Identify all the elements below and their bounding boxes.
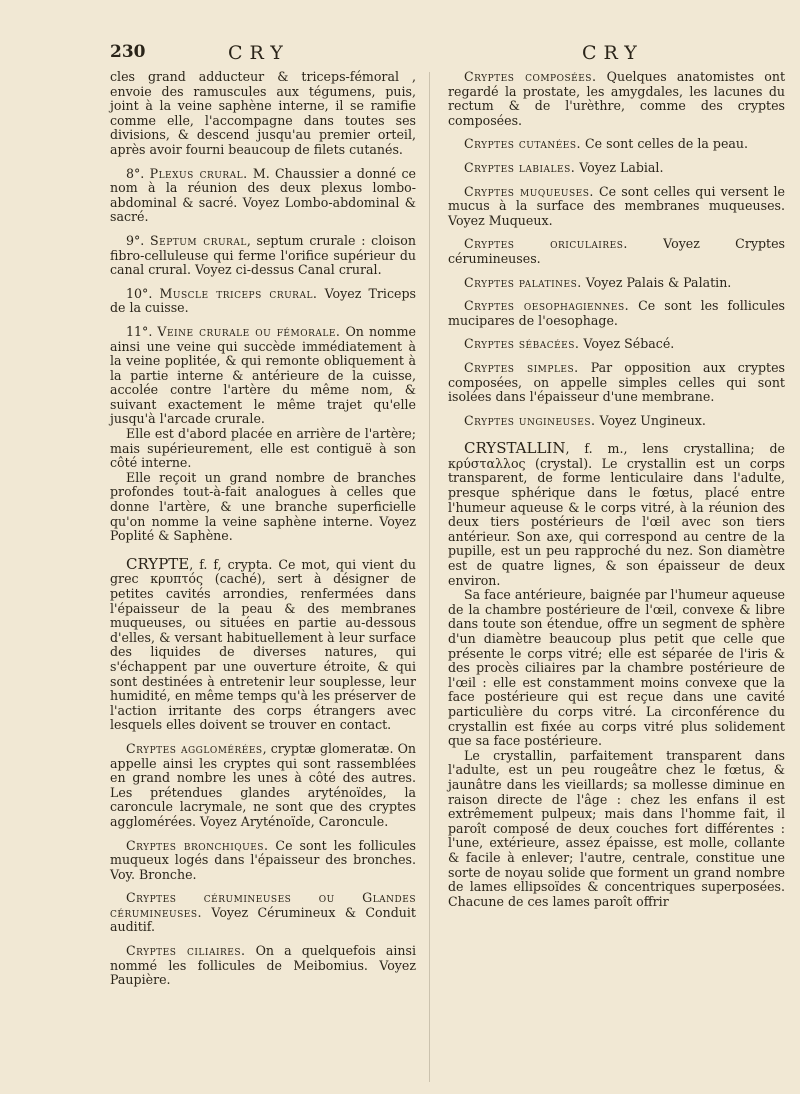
running-header <box>0 42 800 68</box>
right-entry-3 <box>448 185 785 229</box>
entry-number: 11°. <box>126 323 153 339</box>
entry-text: Voyez Sébacé. <box>579 336 675 352</box>
left-para-6 <box>110 471 416 544</box>
entry-text: , cryptæ glomeratæ. On appelle ainsi les cryptes qui sont rassemblées en grand nombre les unes à côté des autres. Les prétendues glandes aryténoïdes, la caroncule lacrymale, ne sont que des cryptes agglomérées. Voyez Aryténoïde, Caroncule. <box>110 740 417 829</box>
entry-head: Cryptes agglomérées <box>126 740 263 756</box>
headword-left: CRY <box>228 42 290 64</box>
left-entry-2 <box>110 234 416 278</box>
page-number: 230 <box>110 42 146 62</box>
entry-text: Voyez Palais & Palatin. <box>581 274 732 290</box>
right-entry-2 <box>448 161 785 176</box>
right-entry-8 <box>448 361 785 405</box>
entry-number: 10°. <box>126 285 153 301</box>
entry-head: Cryptes ungineuses. <box>464 412 596 428</box>
column-divider <box>429 72 430 1082</box>
entry-text: On a quelquefois ainsi nommé les follicules de Meibomius. Voyez Paupière. <box>110 943 416 988</box>
entry-text: Voyez Triceps de la cuisse. <box>110 285 416 316</box>
entry-text: Par opposition aux cryptes composées, on appelle simples celles qui sont isolées dans l'épaisseur d'une membrane. <box>448 359 785 405</box>
left-entry-4 <box>110 325 416 427</box>
entry-text: M. Chaussier a donné ce nom à la réunion des deux plexus lombo-abdominal & sacré. Voyez Lombo-abdominal & sacré. <box>110 165 416 225</box>
para-text: Sa face antérieure, baignée par l'humeur aqueuse de la chambre postérieure de l'œil, convexe & libre dans toute son étendue, offre un segment de sphère d'un diamètre beaucoup plus petit que celle que présente le corps vitré; elle est séparée de l'iris & des procès ciliaires par la chambre postérieure de l'œil : elle est constamment moins convexe que la face postérieure qui est reçue dans une cavité particulière du corps vitré. La circonférence du crystallin est fixée au corps vitré plus solidement que sa face postérieure. <box>448 587 785 749</box>
entry-head: Cryptes muqueuses. <box>464 183 594 199</box>
entry-text: On nomme ainsi une veine qui succède immédiatement à la veine poplitée, & qui remonte obliquement à la partie interne & antérieure de la cuisse, accolée contre l'artère du même nom, & suivant exactement le même trajet qu'elle jusqu'à l'arcade crurale. <box>110 323 416 427</box>
entry-text: Ce sont celles de la peau. <box>581 136 749 152</box>
entry-head: Plexus crural. <box>149 165 248 181</box>
entry-text: Voyez Labial. <box>575 159 664 175</box>
entry-text: , septum crurale : cloison fibro-celluleuse qui ferme l'orifice supérieur du canal crural. Voyez ci-dessus Canal crural. <box>110 232 417 278</box>
entry-number: 8°. <box>126 165 145 181</box>
left-entry-9 <box>110 839 416 883</box>
entry-text: Ce sont les follicules mucipares de l'oesophage. <box>448 298 785 328</box>
left-entry-11 <box>110 944 416 988</box>
left-entry-10 <box>110 891 416 935</box>
left-column <box>110 70 416 988</box>
entry-head: Cryptes oesophagiennes. <box>464 298 630 314</box>
entry-head: Cryptes composées. <box>464 69 597 84</box>
right-main-entry <box>448 441 785 588</box>
entry-head: Cryptes cérumineuses ou Glandes cérumineuses. <box>110 890 416 920</box>
entry-text: Voyez Cryptes cérumineuses. <box>448 236 785 266</box>
entry-head: Cryptes oriculaires. <box>464 236 628 252</box>
left-entry-3 <box>110 287 416 316</box>
entry-head: Muscle triceps crural. <box>159 285 318 301</box>
right-entry-4 <box>448 237 785 266</box>
right-entry-9 <box>448 414 785 429</box>
entry-text: Ce sont celles qui versent le mucus à la surface des membranes muqueuses. Voyez Muqueux. <box>448 183 785 228</box>
entry-head: Cryptes labiales. <box>464 159 576 175</box>
entry-head: Cryptes ciliaires. <box>126 943 246 959</box>
entry-head: Cryptes simples. <box>464 359 579 375</box>
right-para-11 <box>448 588 785 749</box>
entry-head: Septum crural <box>150 232 247 248</box>
right-column <box>448 70 785 909</box>
para-text: Le crystallin, parfaitement transparent dans l'adulte, est un peu rougeâtre chez le fœtus, & jaunâtre dans les vieillards; sa mollesse diminue en raison directe de l'âge : chez les enfans il est extrêmement pulpeux; mais dans l'homme fait, il paroît composé de deux couches fort différentes : l'une, extérieure, assez épaisse, est molle, collante & facile à enlever; l'autre, centrale, constitue une sorte de noyau solide que forment un grand nombre de lames ellipsoïdes & concentriques superposées. Chacune de ces lames paroît offrir <box>448 747 785 909</box>
entry-text: Quelques anatomistes ont regardé la prostate, les amygdales, les lacunes du rectum & de l'urèthre, comme des cryptes composées. <box>448 69 786 128</box>
para-text: Elle reçoit un grand nombre de branches profondes tout-à-fait analogues à celles que donne l'artère, & une branche superficielle qu'on nomme la veine saphène interne. Voyez Poplité & Saphène. <box>110 469 416 544</box>
right-para-12 <box>448 749 785 910</box>
entry-text: Voyez Ungineux. <box>595 412 706 428</box>
right-entry-5 <box>448 276 785 291</box>
main-headword: CRYPTE <box>126 554 190 573</box>
entry-text: , f. f, crypta. Ce mot, qui vient du grec κρυπτός (caché), sert à désigner de petites cavités arrondies, renfermées dans l'épaisseur de la peau & des membranes muqueuses, ou situées en partie au-dessous d'elles, & versant habituellement à leur surface des liquides de diverses natures, qui s'échappent par une ouverture étroite, & qui sont destinées à entretenir leur souplesse, leur humidité, en même temps qu'à les préserver de l'action irritante des corps étrangers avec lesquels elles doivent se trouver en contact. <box>110 556 416 733</box>
para-text: cles grand adducteur & triceps-fémoral , envoie des ramuscules aux tégumens, puis, joint à la veine saphène interne, il se ramifie comme elle, l'accompagne dans toutes ses divisions, & descend jusqu'au premier orteil, après avoir fourni beaucoup de filets cutanés. <box>110 69 416 157</box>
right-entry-7 <box>448 337 785 352</box>
entry-head: Cryptes sébacées. <box>464 336 580 352</box>
entry-text: , f. m., lens crystallina; de κρύσταλλος (crystal). Le crystallin est un corps transparent, de forme lenticulaire dans l'adulte, presque sphérique dans le fœtus, placé entre l'humeur aqueuse & le corps vitré, à la réunion des deux tiers postérieurs de l'œil avec son tiers antérieur. Son axe, qui correspond au centre de la pupille, est un peu rapproché du nez. Son diamètre est de quatre lignes, & son épaisseur de deux environ. <box>448 441 785 588</box>
right-entry-1 <box>448 137 785 152</box>
entry-head: Cryptes bronchiques. <box>126 837 269 853</box>
right-entry-6 <box>448 299 785 328</box>
right-entry-0 <box>448 70 785 128</box>
entry-text: Voyez Cérumineux & Conduit auditif. <box>110 904 416 935</box>
entry-head: Veine crurale ou fémorale. <box>157 323 341 339</box>
entry-head: Cryptes cutanées. <box>464 136 582 152</box>
main-headword: CRYSTALLIN <box>464 439 566 458</box>
left-para-0 <box>110 70 416 158</box>
left-main-entry <box>110 554 416 733</box>
para-text: Elle est d'abord placée en arrière de l'artère; mais supérieurement, elle est contiguë à son côté interne. <box>110 426 416 471</box>
entry-head: Cryptes palatines. <box>464 274 582 290</box>
entry-number: 9°. <box>126 232 145 248</box>
left-para-5 <box>110 427 416 471</box>
headword-right: CRY <box>582 42 644 64</box>
left-entry-8 <box>110 742 416 830</box>
left-entry-1 <box>110 167 416 225</box>
entry-text: Ce sont les follicules muqueux logés dans l'épaisseur des bronches. Voy. Bronche. <box>110 837 416 882</box>
